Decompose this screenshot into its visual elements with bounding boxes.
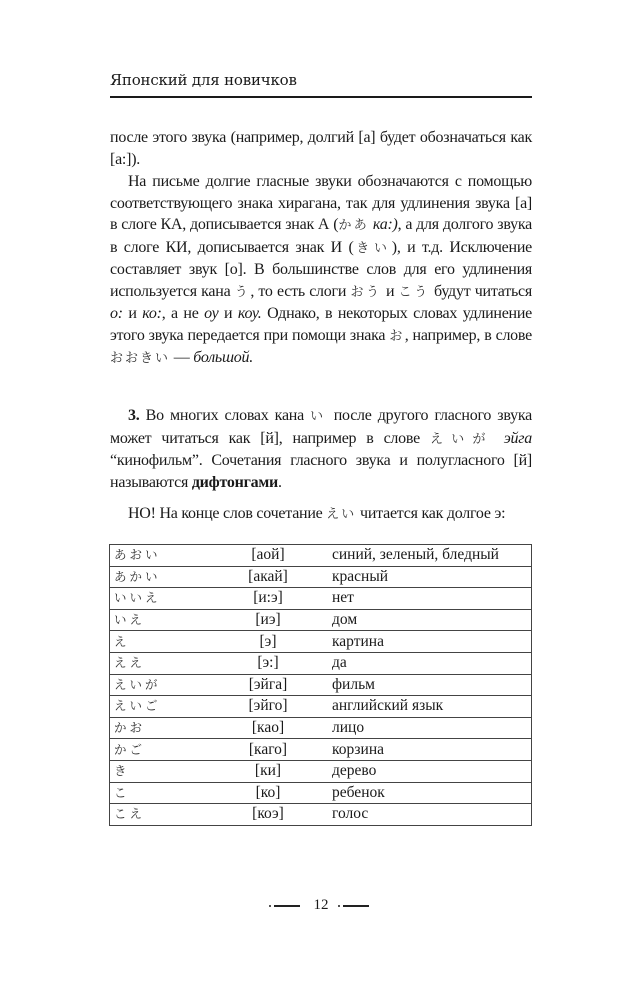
vocabulary-table bbox=[109, 544, 532, 826]
italic-run: ко: bbox=[142, 305, 162, 322]
table-row bbox=[110, 609, 532, 631]
text-run: и bbox=[218, 305, 238, 322]
kana-cell: き bbox=[110, 760, 209, 782]
table-row bbox=[110, 760, 532, 782]
running-title: Японский для новичков bbox=[110, 71, 297, 89]
meaning-cell: да bbox=[328, 652, 532, 674]
meaning-cell: ребенок bbox=[328, 782, 532, 804]
kana-inline: きい bbox=[353, 240, 392, 256]
meaning-cell: английский язык bbox=[328, 696, 532, 718]
folio-dash-left bbox=[274, 905, 300, 907]
kana-inline: おう bbox=[350, 284, 382, 300]
paragraph-long-vowels bbox=[110, 171, 532, 370]
text-run: Во многих словах кана bbox=[139, 407, 311, 424]
meaning-cell: синий, зеленый, бледный bbox=[328, 545, 532, 567]
kana-inline: お bbox=[389, 328, 405, 344]
pronunciation-cell: [и:э] bbox=[208, 588, 328, 610]
table-row bbox=[110, 566, 532, 588]
text-run: — bbox=[170, 349, 194, 366]
text-run: и bbox=[122, 305, 143, 322]
text-run: “кинофильм”. Сочетания гласного звука и полугласного [й] называются bbox=[110, 452, 532, 491]
pronunciation-cell: [э] bbox=[208, 631, 328, 653]
kana-inline: えいが bbox=[429, 431, 494, 447]
text-run: , то есть слоги bbox=[250, 282, 351, 300]
paragraph-diphthongs bbox=[110, 405, 532, 493]
pronunciation-cell: [аой] bbox=[208, 545, 328, 567]
kana-inline: い bbox=[310, 409, 328, 424]
meaning-cell: дом bbox=[328, 609, 532, 631]
meaning-cell: лицо bbox=[328, 717, 532, 739]
pronunciation-cell: [ки] bbox=[208, 760, 328, 782]
kana-cell: えいが bbox=[110, 674, 209, 696]
text-run: . bbox=[277, 473, 282, 491]
text-run: и bbox=[381, 282, 399, 300]
paragraph-note bbox=[110, 503, 532, 526]
pronunciation-cell: [као] bbox=[208, 717, 328, 739]
italic-run: большой. bbox=[193, 349, 254, 366]
meaning-cell: фильм bbox=[328, 674, 532, 696]
pronunciation-cell: [э:] bbox=[208, 652, 328, 674]
text-run: , а для долгого звука в слоге КИ, дописывается знак И ( bbox=[110, 216, 532, 256]
pronunciation-cell: [коэ] bbox=[208, 804, 328, 826]
italic-run: ка:) bbox=[368, 216, 398, 233]
text-run: читается как долгое э: bbox=[356, 505, 506, 522]
meaning-cell: красный bbox=[328, 566, 532, 588]
kana-cell: ええ bbox=[110, 652, 209, 674]
folio-dash-right bbox=[343, 905, 369, 907]
kana-cell: え bbox=[110, 631, 209, 653]
kana-inline: こう bbox=[398, 284, 430, 300]
paragraph-text: после этого звука (например, долгий [a] будет обозначаться как [a:]). bbox=[110, 129, 532, 168]
meaning-cell: нет bbox=[328, 588, 532, 610]
kana-inline: う bbox=[234, 284, 251, 300]
text-run: На письме долгие гласные звуки обозначаются с помощью соответствующего знака хирагана, так для удлинения звука [a] в слоге КА, дописывается знак А ( bbox=[110, 173, 532, 233]
paragraph-continuation bbox=[110, 127, 532, 170]
kana-inline: えい bbox=[326, 507, 357, 522]
pronunciation-cell: [эйго] bbox=[208, 696, 328, 718]
kana-cell: あかい bbox=[110, 566, 209, 588]
text-run: Однако, в некоторых словах удлинение этого звука передается при помощи знака bbox=[110, 305, 533, 344]
meaning-cell: картина bbox=[328, 631, 532, 653]
kana-inline: おおきい bbox=[110, 351, 171, 366]
kana-cell: かご bbox=[110, 739, 209, 761]
kana-cell: えいご bbox=[110, 696, 209, 718]
header-rule bbox=[110, 96, 532, 98]
text-run: будут читаться bbox=[429, 282, 532, 300]
table-row bbox=[110, 804, 532, 826]
text-run: , а не bbox=[161, 305, 205, 322]
table-row bbox=[110, 652, 532, 674]
table-row bbox=[110, 545, 532, 567]
kana-cell: こ bbox=[110, 782, 209, 804]
kana-cell: いいえ bbox=[110, 588, 209, 610]
pronunciation-cell: [ко] bbox=[208, 782, 328, 804]
page-number: 12 bbox=[313, 897, 329, 913]
table-row bbox=[110, 717, 532, 739]
meaning-cell: голос bbox=[328, 804, 532, 826]
text-run: после другого гласного звука может читаться как [й], например в слове bbox=[110, 407, 532, 447]
italic-run: коу. bbox=[237, 305, 262, 322]
meaning-cell: дерево bbox=[328, 760, 532, 782]
meaning-cell: корзина bbox=[328, 739, 532, 761]
pronunciation-cell: [эйга] bbox=[208, 674, 328, 696]
text-run: ), и т.д. Исключение составляет звук [o]. В большинстве слов для его удлинения используется кана bbox=[110, 238, 532, 300]
pronunciation-cell: [акай] bbox=[208, 566, 328, 588]
italic-run: оу bbox=[204, 305, 219, 322]
table-row bbox=[110, 739, 532, 761]
kana-cell: かお bbox=[110, 717, 209, 739]
kana-cell: いえ bbox=[110, 609, 209, 631]
text-run: , например, в слове bbox=[404, 326, 532, 344]
kana-inline: かあ bbox=[338, 218, 369, 233]
italic-run: о: bbox=[110, 305, 123, 322]
pronunciation-cell: [каго] bbox=[208, 739, 328, 761]
page-footer bbox=[110, 897, 532, 914]
kana-cell: あおい bbox=[110, 545, 209, 567]
table-row bbox=[110, 588, 532, 610]
table-row bbox=[110, 631, 532, 653]
italic-run: эйга bbox=[493, 429, 533, 447]
text-run: НО! На конце слов сочетание bbox=[128, 505, 327, 522]
table-row bbox=[110, 674, 532, 696]
table-row bbox=[110, 782, 532, 804]
section-number: 3. bbox=[128, 407, 140, 424]
bold-term: дифтонгами bbox=[191, 473, 278, 491]
kana-cell: こえ bbox=[110, 804, 209, 826]
pronunciation-cell: [иэ] bbox=[208, 609, 328, 631]
table-row bbox=[110, 696, 532, 718]
